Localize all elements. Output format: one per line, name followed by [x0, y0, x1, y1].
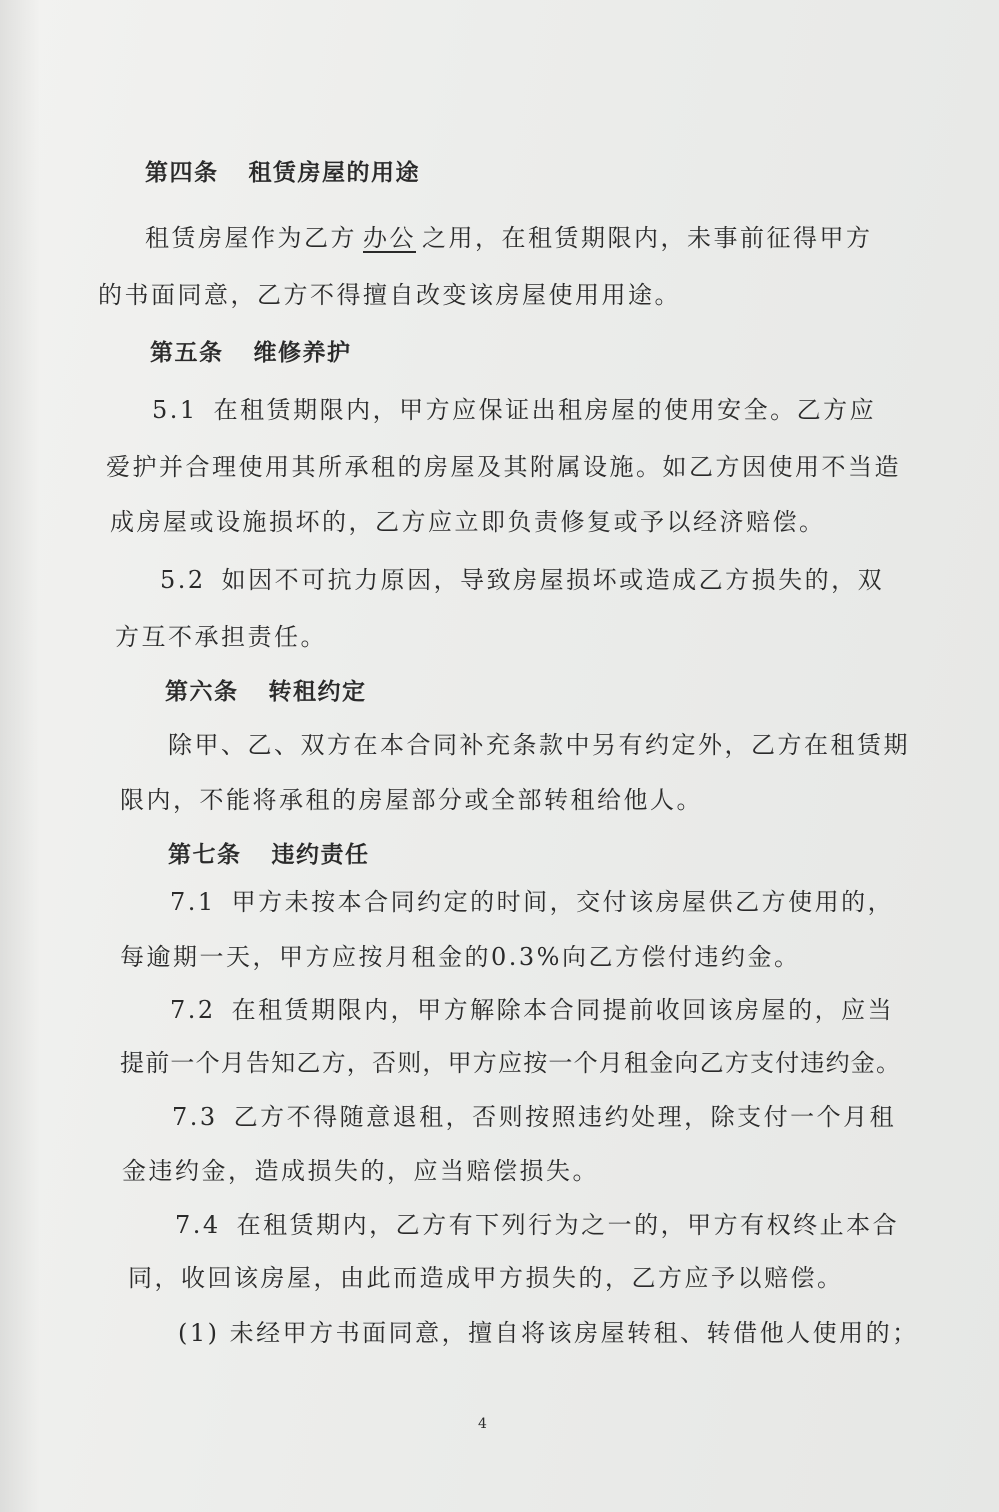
article6-line2: 限内，不能将承租的房屋部分或全部转租给他人。 [120, 786, 703, 814]
clause-7-4-line1 [175, 1210, 899, 1240]
clause-7-4-text1: 在租赁期内，乙方有下列行为之一的，甲方有权终止本合 [236, 1211, 900, 1239]
purpose-fill-field: 办公 [363, 224, 416, 252]
page-number: 4 [478, 1416, 487, 1432]
clause-5-1-line2: 爱护并合理使用其所承租的房屋及其附属设施。如乙方因使用不当造 [106, 453, 901, 481]
article7-heading-num: 第七条 [168, 842, 242, 868]
article7-heading [168, 840, 370, 870]
clause-7-1-text1: 甲方未按本合同约定的时间，交付该房屋供乙方使用的， [231, 888, 895, 916]
clause-7-1-num: 7.1 [170, 888, 216, 916]
article4-heading-title: 租赁房屋的用途 [248, 160, 420, 186]
article4-heading [145, 158, 420, 188]
article6-heading [165, 677, 367, 707]
clause-7-2-text1: 在租赁期限内，甲方解除本合同提前收回该房屋的，应当 [231, 996, 895, 1024]
article6-line1: 除甲、乙、双方在本合同补充条款中另有约定外，乙方在租赁期 [168, 731, 910, 759]
clause-5-1-line3: 成房屋或设施损坏的，乙方应立即负责修复或予以经济赔偿。 [110, 508, 826, 536]
clause-5-1-line1 [152, 395, 876, 425]
article5-heading-title: 维修养护 [253, 340, 352, 366]
article4-heading-num: 第四条 [145, 160, 219, 186]
clause-7-1-line1 [170, 887, 894, 917]
clause-7-4-num: 7.4 [175, 1211, 221, 1239]
clause-7-4-line2: 同，收回该房屋，由此而造成甲方损失的，乙方应予以赔偿。 [128, 1264, 844, 1292]
clause-7-3-text1: 乙方不得随意退租，否则按照违约处理，除支付一个月租 [233, 1103, 897, 1131]
clause-7-3-line1 [172, 1102, 896, 1132]
clause-7-2-line1 [170, 995, 894, 1025]
article5-heading [150, 338, 352, 368]
article4-line2: 的书面同意，乙方不得擅自改变该房屋使用用途。 [98, 281, 681, 309]
clause-7-2-line2: 提前一个月告知乙方，否则，甲方应按一个月租金向乙方支付违约金。 [120, 1049, 902, 1077]
article6-heading-num: 第六条 [165, 679, 239, 705]
article4-line1-post: 之用，在租赁期限内，未事前征得甲方 [422, 224, 873, 252]
clause-5-2-line2: 方互不承担责任。 [115, 623, 327, 651]
clause-5-2-line1 [160, 565, 884, 595]
article7-heading-title: 违约责任 [271, 842, 370, 868]
clause-5-1-text1: 在租赁期限内，甲方应保证出租房屋的使用安全。乙方应 [213, 396, 877, 424]
article4-line1-pre: 租赁房屋作为乙方 [145, 224, 357, 252]
clause-7-3-num: 7.3 [172, 1103, 218, 1131]
clause-7-2-num: 7.2 [170, 996, 216, 1024]
clause-7-1-line2: 每逾期一天，甲方应按月租金的0.3%向乙方偿付违约金。 [120, 943, 801, 971]
clause-5-2-text1: 如因不可抗力原因，导致房屋损坏或造成乙方损失的，双 [221, 566, 885, 594]
page-edge-shadow [0, 0, 40, 1512]
clause-5-2-num: 5.2 [160, 566, 206, 594]
clause-5-1-num: 5.1 [152, 396, 198, 424]
article6-heading-title: 转租约定 [268, 679, 367, 705]
article4-line1 [145, 223, 873, 253]
article5-heading-num: 第五条 [150, 340, 224, 366]
clause-7-3-line2: 金违约金，造成损失的，应当赔偿损失。 [122, 1157, 599, 1185]
clause-7-4-item1: (1) 未经甲方书面同意，擅自将该房屋转租、转借他人使用的； [178, 1319, 919, 1347]
